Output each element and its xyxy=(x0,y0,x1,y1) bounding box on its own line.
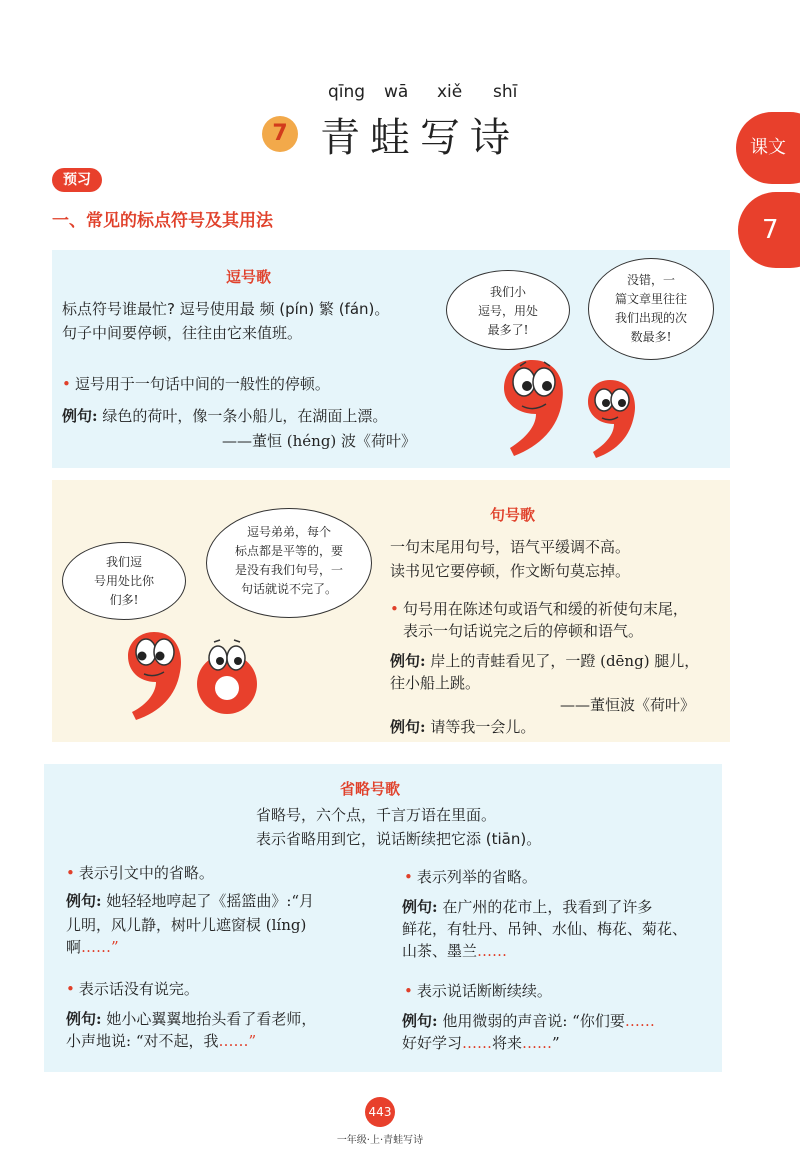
ellipsis-mark: …… xyxy=(462,1034,493,1052)
example-text: 岸上的青蛙看见了，一蹬 (dēng) 腿儿， xyxy=(430,652,700,670)
period-source: ——董恒波《荷叶》 xyxy=(560,696,696,714)
speech-bubble xyxy=(446,270,570,350)
footer-caption: 一年级·上·青蛙写诗 xyxy=(336,1135,424,1146)
period-usage: • 句号用在陈述句或语气和缓的祈使句末尾， xyxy=(390,598,688,619)
period-song-line: 一句末尾用句号，语气平缓调不高。 xyxy=(390,538,631,556)
speech-bubble xyxy=(588,258,714,360)
ellipsis-example-cont xyxy=(402,1032,560,1053)
ellipsis-mark: ……” xyxy=(81,938,119,956)
ellipsis-example xyxy=(402,1010,655,1031)
ellipsis-usage: • 表示引文中的省略。 xyxy=(66,862,214,883)
period-song-line: 读书见它要停顿，作文断句莫忘掉。 xyxy=(390,562,631,580)
comma-character-icon xyxy=(118,622,190,726)
bubble-line: 号用处比你 xyxy=(93,574,154,588)
example-label: 例句: xyxy=(390,652,426,670)
speech-bubble xyxy=(206,508,372,618)
bubble-line: 我们出现的次 xyxy=(614,311,687,325)
ellipsis-example xyxy=(402,896,652,917)
pinyin-syllable: qīng xyxy=(328,82,366,102)
page-number: 443 xyxy=(365,1097,395,1127)
example-text: ” xyxy=(552,1034,560,1052)
ellipsis-song-line: 省略号，六个点，千言万语在里面。 xyxy=(256,806,497,824)
comma-example xyxy=(62,405,387,426)
bubble-line: 逗号弟弟，每个 xyxy=(246,525,331,539)
ellipsis-example-cont xyxy=(402,940,507,961)
period-example-cont: 往小船上跳。 xyxy=(390,674,481,692)
ellipsis-usage: • 表示列举的省略。 xyxy=(404,866,537,887)
ellipsis-example-cont xyxy=(66,1030,256,1051)
example-text: 她小心翼翼地抬头看了看老师， xyxy=(106,1010,317,1028)
section-heading: 一、常见的标点符号及其用法 xyxy=(52,211,273,231)
period-character-icon xyxy=(192,632,262,722)
comma-song-title: 逗号歌 xyxy=(226,268,272,286)
tab-lesson-number[interactable]: 7 xyxy=(738,192,800,268)
ellipsis-example-cont xyxy=(66,936,119,957)
example-text: 绿色的荷叶，像一条小船儿，在湖面上漂。 xyxy=(102,407,388,425)
comma-song-line: 句子中间要停顿，往往由它来值班。 xyxy=(62,324,303,342)
preview-badge: 预习 xyxy=(52,168,102,192)
example-label: 例句: xyxy=(402,1012,438,1030)
example-label: 例句: xyxy=(390,718,426,736)
example-label: 例句: xyxy=(66,1010,102,1028)
example-text: 他用微弱的声音说: “你们要 xyxy=(442,1012,625,1030)
ellipsis-song-line: 表示省略用到它，说话断续把它添 (tiān)。 xyxy=(256,830,542,848)
example-text: 好好学习 xyxy=(402,1034,463,1052)
bubble-line: 篇文章里往往 xyxy=(614,292,687,306)
bubble-line: 们多! xyxy=(109,593,139,607)
bubble-line: 我们小 xyxy=(489,285,526,299)
ellipsis-example xyxy=(66,890,314,911)
bubble-line: 逗号，用处 xyxy=(477,304,538,318)
tab-kewen[interactable]: 课文 xyxy=(736,112,800,184)
ellipsis-mark: ……” xyxy=(218,1032,257,1050)
ellipsis-mark: …… xyxy=(624,1012,655,1030)
example-label: 例句: xyxy=(402,898,438,916)
ellipsis-example xyxy=(66,1008,316,1029)
bubble-line: 数最多! xyxy=(630,330,672,344)
comma-song-line: 标点符号谁最忙? 逗号使用最 频 (pín) 繁 (fán)。 xyxy=(62,300,390,318)
pinyin-syllable: shī xyxy=(493,82,518,102)
example-text: 山茶、墨兰 xyxy=(402,942,478,960)
bubble-line: 最多了! xyxy=(487,323,529,337)
ellipsis-example-cont: 鲜花，有牡丹、吊钟、水仙、梅花、菊花、 xyxy=(402,920,688,938)
period-example xyxy=(390,650,699,671)
example-text: 请等我一会儿。 xyxy=(430,718,536,736)
bubble-line: 标点都是平等的，要 xyxy=(234,544,343,558)
example-label: 例句: xyxy=(62,407,98,425)
period-example2 xyxy=(390,716,535,737)
bubble-line: 我们逗 xyxy=(105,555,142,569)
ellipsis-usage: • 表示话没有说完。 xyxy=(66,978,199,999)
example-text: 她轻轻地哼起了《摇篮曲》:“月 xyxy=(106,892,315,910)
pinyin-syllable: xiě xyxy=(437,82,463,102)
bubble-line: 没错，一 xyxy=(626,273,675,287)
ellipsis-mark: …… xyxy=(477,942,508,960)
example-text: 小声地说: “对不起，我 xyxy=(66,1032,219,1050)
bubble-line: 是没有我们句号，一 xyxy=(234,563,343,577)
lesson-number-badge: 7 xyxy=(262,116,298,152)
ellipsis-mark: …… xyxy=(522,1034,553,1052)
comma-character-icon xyxy=(580,372,642,464)
speech-bubble xyxy=(62,542,186,620)
comma-character-icon xyxy=(492,350,572,462)
ellipsis-usage: • 表示说话断断续续。 xyxy=(404,980,552,1001)
page-title: 青蛙写诗 xyxy=(320,114,520,161)
example-text: 在广州的花市上，我看到了许多 xyxy=(442,898,653,916)
bubble-line: 句话就说不完了。 xyxy=(240,582,337,596)
ellipsis-example-cont: 儿明，风儿静，树叶儿遮窗棂 (líng) xyxy=(66,916,307,934)
period-usage: 表示一句话说完之后的停顿和语气。 xyxy=(403,622,644,640)
pinyin-syllable: wā xyxy=(384,82,409,102)
period-song-title: 句号歌 xyxy=(490,506,536,524)
ellipsis-song-title: 省略号歌 xyxy=(340,780,401,798)
lesson-title xyxy=(262,108,520,160)
example-text: 将来 xyxy=(492,1034,523,1052)
example-text: 啊 xyxy=(66,938,82,956)
example-label: 例句: xyxy=(66,892,102,910)
comma-source: ——董恒 (héng) 波《荷叶》 xyxy=(222,432,417,450)
comma-usage: • 逗号用于一句话中间的一般性的停顿。 xyxy=(62,373,330,394)
